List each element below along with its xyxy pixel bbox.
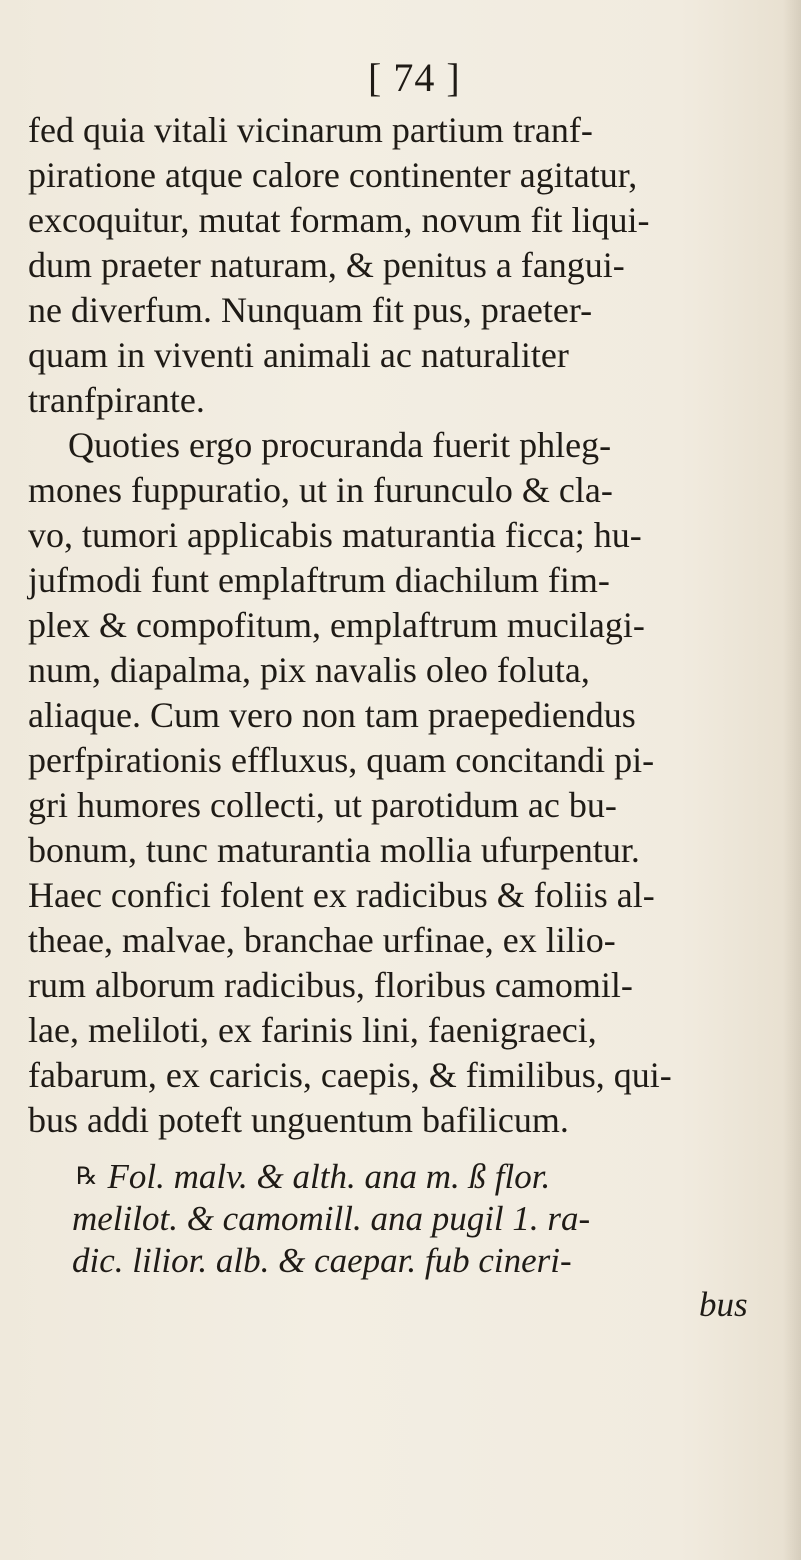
text-line: excoquitur, mutat formam, novum fit liqui-: [28, 200, 650, 240]
text-line: bus addi poteft unguentum bafilicum.: [28, 1100, 569, 1140]
text-line: aliaque. Cum vero non tam praepediendus: [28, 695, 636, 735]
body-paragraphs: [28, 108, 796, 1143]
text-line: vo, tumori applicabis maturantia ficca; hu-: [28, 515, 642, 555]
text-line: fed quia vitali vicinarum partium tranf-: [28, 110, 593, 150]
text-line: theae, malvae, branchae urfinae, ex lilio-: [28, 920, 616, 960]
text-line: dum praeter naturam, & penitus a fangui-: [28, 245, 625, 285]
text-line: Haec confici folent ex radicibus & foliis al-: [28, 875, 655, 915]
catchword: bus: [699, 1285, 748, 1324]
page-number: [ 74 ]: [368, 55, 461, 100]
recipe-line-2: melilot. & camomill. ana pugil 1. ra-: [72, 1199, 591, 1238]
text-line: fabarum, ex caricis, caepis, & fimilibus, qui-: [28, 1055, 672, 1095]
text-line: num, diapalma, pix navalis oleo foluta,: [28, 650, 590, 690]
text-line: piratione atque calore continenter agitatur,: [28, 155, 638, 195]
recipe-line-3: dic. lilior. alb. & caepar. fub cineri-: [72, 1241, 572, 1280]
text-line: rum alborum radicibus, floribus camomil-: [28, 965, 633, 1005]
text-line: mones fuppuratio, ut in furunculo & cla-: [28, 470, 613, 510]
text-line: quam in viventi animali ac naturaliter: [28, 335, 569, 375]
text-line: lae, meliloti, ex farinis lini, faenigraeci,: [28, 1010, 597, 1050]
text-line: jufmodi funt emplaftrum diachilum fim-: [28, 560, 610, 600]
text-line: gri humores collecti, ut parotidum ac bu-: [28, 785, 617, 825]
paragraph-first-line: Quoties ergo procuranda fuerit phleg-: [68, 425, 612, 465]
recipe-block: [28, 1156, 796, 1282]
recipe-text: Fol. malv. & alth. ana m. ß flor.: [107, 1157, 551, 1196]
rx-symbol: ℞: [76, 1164, 98, 1190]
text-line: plex & compofitum, emplaftrum mucilagi-: [28, 605, 645, 645]
text-line: tranfpirante.: [28, 380, 205, 420]
text-line: bonum, tunc maturantia mollia ufurpentur.: [28, 830, 640, 870]
text-line: ne diverfum. Nunquam fit pus, praeter-: [28, 290, 593, 330]
text-line: perfpirationis effluxus, quam concitandi pi-: [28, 740, 655, 780]
recipe-line-1: [28, 1156, 796, 1198]
page-edge-shadow: [783, 0, 801, 1560]
